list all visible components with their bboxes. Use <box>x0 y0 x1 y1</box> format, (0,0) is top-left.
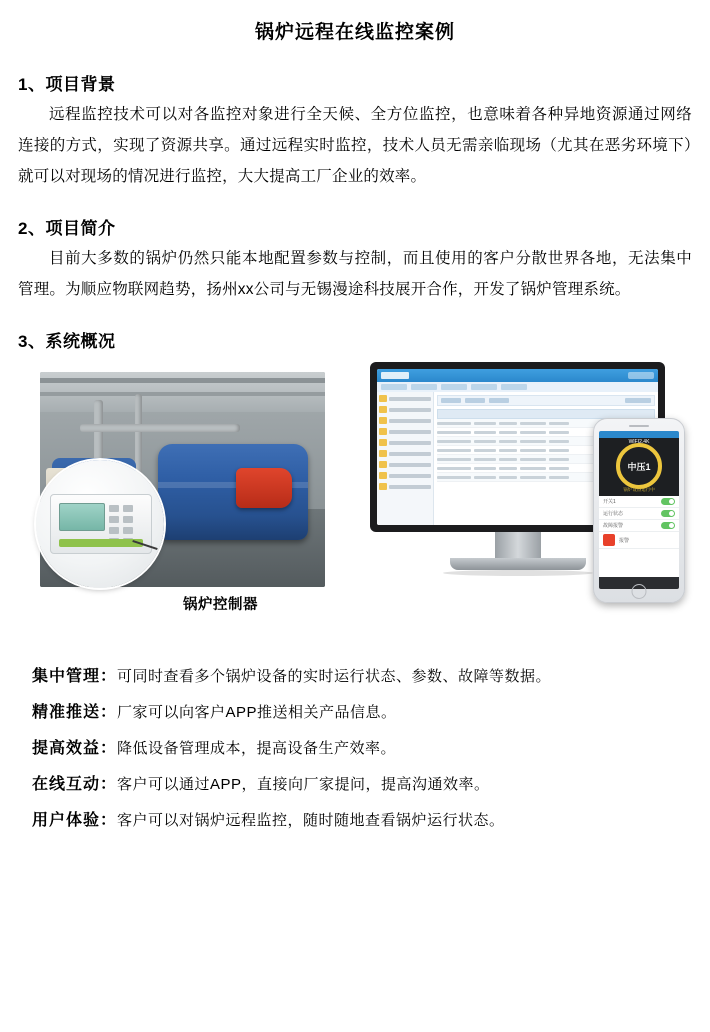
phone-switch-label: 故障报警 <box>603 523 624 529</box>
feature-label: 用户体验： <box>32 812 118 829</box>
toggle-switch[interactable] <box>661 510 675 517</box>
phone-switch-row[interactable] <box>599 520 679 532</box>
feature-label: 在线互动： <box>32 776 118 793</box>
feature-label: 提高效益： <box>32 740 118 757</box>
app-tree-sidebar <box>377 392 434 525</box>
home-button[interactable] <box>632 584 647 599</box>
feature-text: 厂家可以向客户APP推送相关产品信息。 <box>117 704 397 721</box>
phone-switch-row[interactable] <box>599 496 679 508</box>
phone-switch-label: 开关1 <box>603 499 616 505</box>
phone-switch-label: 运行状态 <box>603 511 624 517</box>
alert-icon <box>603 534 615 546</box>
page-title: 锅炉远程在线监控案例 <box>254 22 455 43</box>
section-heading-2: 2、项目简介 <box>18 219 116 238</box>
feature-text: 客户可以通过APP，直接向厂家提问，提高沟通效率。 <box>117 776 490 793</box>
phone-gauge-title: WIFI2.4K <box>628 439 650 445</box>
feature-label: 集中管理： <box>32 668 118 685</box>
boiler-controller-caption: 锅炉控制器 <box>183 597 258 613</box>
mobile-app-figure <box>593 418 685 603</box>
feature-label: 精准推送： <box>32 704 118 721</box>
section-paragraph-2: 目前大多数的锅炉仍然只能本地配置参数与控制，而且使用的客户分散世界各地，无法集中管理。为顺应物联网趋势，扬州xx公司与无锡漫途科技展开合作，开发了锅炉管理系统。 <box>18 250 692 298</box>
feature-item <box>32 695 692 731</box>
boiler-controller-closeup <box>36 460 164 588</box>
feature-text: 可同时查看多个锅炉设备的实时运行状态、参数、故障等数据。 <box>117 668 552 685</box>
feature-text: 客户可以对锅炉远程监控，随时随地查看锅炉运行状态。 <box>117 812 505 829</box>
toggle-switch[interactable] <box>661 522 675 529</box>
feature-item <box>32 767 692 803</box>
phone-alert-title: 报警 <box>619 537 630 544</box>
section-paragraph-1: 远程监控技术可以对各监控对象进行全天候、全方位监控，也意味着各种异地资源通过网络连接的方式，实现了资源共享。通过远程实时监控，技术人员无需亲临现场（尤其在恶劣环境下）就可以对现场的情况进行监控，大大提高工厂企业的效率。 <box>18 106 692 185</box>
feature-item <box>32 731 692 767</box>
figures-row <box>18 362 692 637</box>
features-list <box>18 659 692 839</box>
feature-item <box>32 659 692 695</box>
feature-text: 降低设备管理成本，提高设备生产效率。 <box>117 740 397 757</box>
phone-alert-row[interactable] <box>599 532 679 549</box>
section-heading-1: 1、项目背景 <box>18 75 116 94</box>
feature-item <box>32 803 692 839</box>
phone-gauge-subtitle: 锅炉设备运行中 <box>623 487 655 492</box>
section-heading-3: 3、系统概况 <box>18 332 116 351</box>
phone-switch-row[interactable] <box>599 508 679 520</box>
toggle-switch[interactable] <box>661 498 675 505</box>
phone-gauge-value: 中压1 <box>616 443 662 489</box>
